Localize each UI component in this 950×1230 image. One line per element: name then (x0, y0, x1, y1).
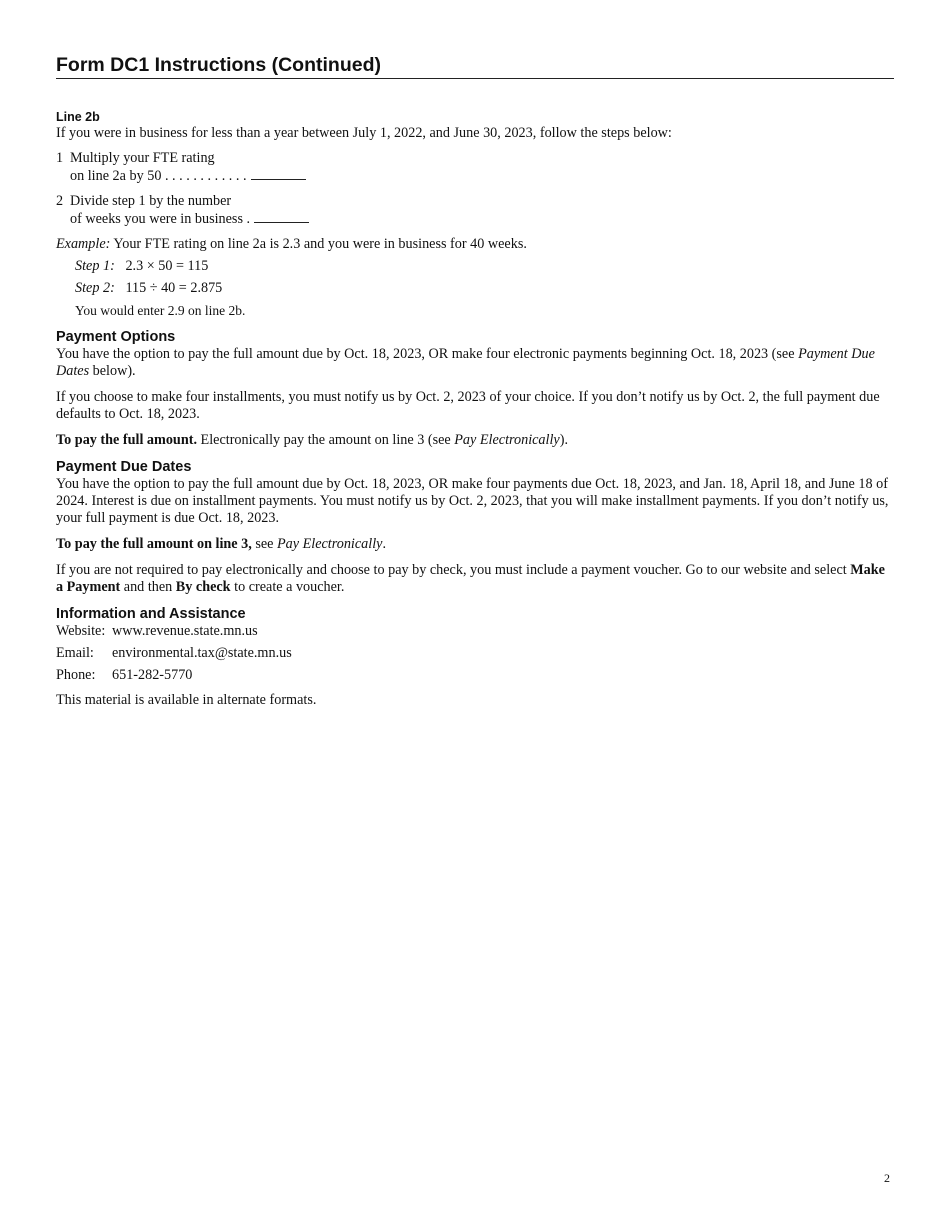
payment-due-dates-section (56, 458, 894, 596)
step-text-cont: on line 2a by 50 . . . . . . . . . . . . (70, 168, 247, 184)
example-step-2-label: Step 2: (75, 280, 115, 296)
payment-due-dates-heading: Payment Due Dates (56, 459, 192, 475)
example-step-1-text: 2.3 × 50 = 115 (125, 258, 209, 274)
line-2b-section (56, 109, 894, 319)
page-title: Form DC1 Instructions (Continued) (56, 52, 894, 79)
step-number: 2 (56, 193, 64, 209)
entry-blank[interactable] (251, 167, 306, 180)
info-heading: Information and Assistance (56, 606, 246, 622)
document-page (56, 52, 894, 709)
website-link[interactable]: www.revenue.state.mn.us (112, 623, 258, 639)
payment-options-p2: If you choose to make four installments, you must notify us by Oct. 2, 2023 of your choice. If you don’t notify us by Oct. 2, the full payment due defaults to Oct. 18, 2023. (56, 389, 880, 422)
step-1 (56, 150, 894, 185)
example-result: You would enter 2.9 on line 2b. (75, 303, 246, 318)
entry-blank[interactable] (254, 210, 309, 223)
example-step-1 (56, 258, 894, 275)
contact-website (56, 623, 894, 640)
payment-due-dates-p2: To pay the full amount on line 3, see Pay Electronically. (56, 536, 386, 552)
step-2 (56, 193, 894, 228)
phone-number: 651-282-5770 (112, 667, 193, 683)
step-text-cont: of weeks you were in business . (70, 211, 251, 227)
step-text: Divide step 1 by the number (70, 193, 232, 209)
step-text: Multiply your FTE rating (70, 150, 215, 166)
payment-options-p1: You have the option to pay the full amount due by Oct. 18, 2023, OR make four electronic payments beginning Oct. 18, 2023 (see Payment Due Dates below). (56, 346, 875, 379)
example-step-2-text: 115 ÷ 40 = 2.875 (125, 280, 223, 296)
example-step-2 (56, 280, 894, 297)
line-2b-heading: Line 2b (56, 110, 100, 124)
payment-due-dates-p3: If you are not required to pay electronically and choose to pay by check, you must include a payment voucher. Go to our website and select Make a Payment and then By check to create a voucher. (56, 562, 885, 595)
contact-phone (56, 667, 894, 684)
payment-options-p3: To pay the full amount. Electronically pay the amount on line 3 (see Pay Electronically). (56, 432, 568, 448)
payment-options-section (56, 328, 894, 449)
contact-email (56, 645, 894, 662)
step-list (56, 150, 894, 228)
example-step-1-label: Step 1: (75, 258, 115, 274)
line-2b-intro: If you were in business for less than a year between July 1, 2022, and June 30, 2023, follow the steps below: (56, 125, 672, 141)
contact-label: Website: (56, 623, 106, 639)
example (56, 236, 894, 253)
contact-label: Email: (56, 645, 94, 661)
email-link[interactable]: environmental.tax@state.mn.us (112, 645, 292, 661)
payment-due-dates-p1: You have the option to pay the full amount due by Oct. 18, 2023, OR make four payments due Oct. 18, 2023, and Jan. 18, April 18, and June 18 of 2024. Interest is due on installment payments. You must notify us by Oct. 2, 2023, that you will make installment payments. If you don’t notify us, your full payment is due Oct. 18, 2023. (56, 476, 889, 526)
page-number: 2 (884, 1171, 890, 1185)
alternate-formats-note: This material is available in alternate formats. (56, 692, 317, 708)
step-number: 1 (56, 150, 64, 166)
payment-options-heading: Payment Options (56, 329, 176, 345)
contact-label: Phone: (56, 667, 96, 683)
example-label: Example: (56, 236, 111, 252)
info-section (56, 605, 894, 709)
example-text: Your FTE rating on line 2a is 2.3 and you were in business for 40 weeks. (110, 236, 527, 252)
